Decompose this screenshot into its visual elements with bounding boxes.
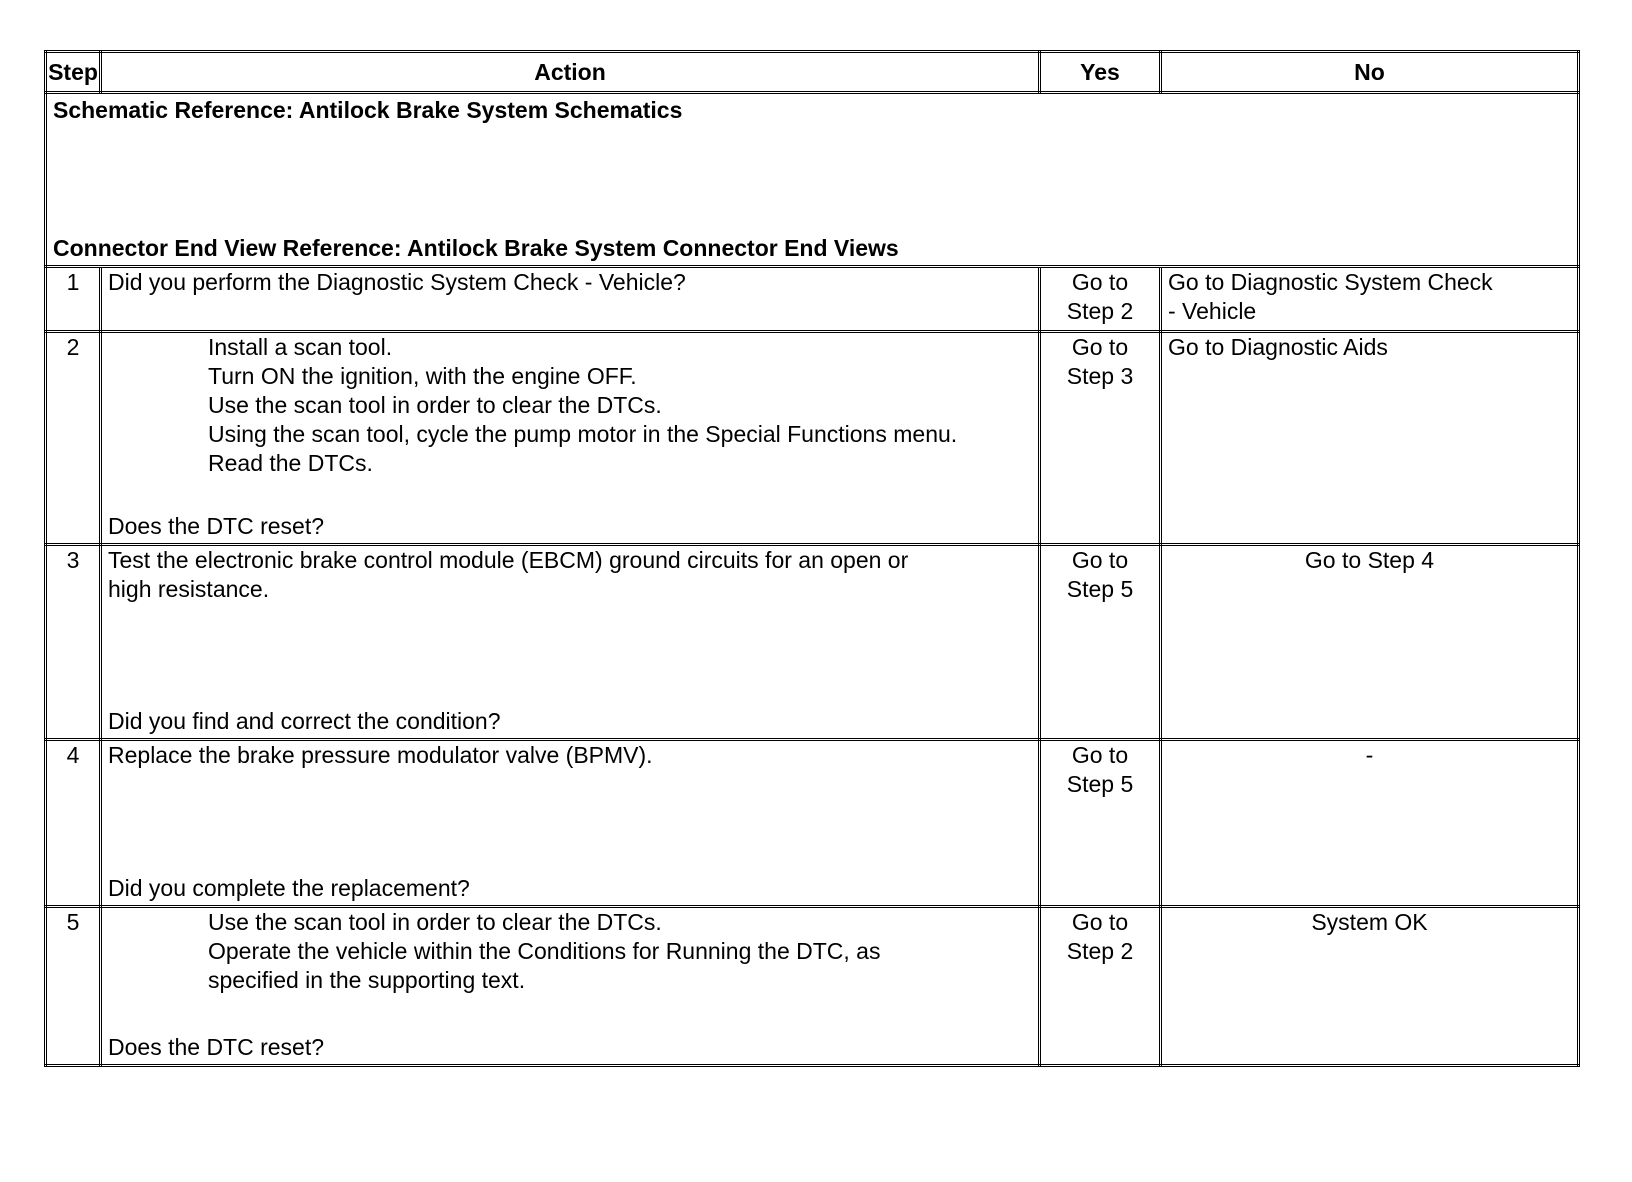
header-row	[46, 52, 1579, 93]
action-text	[108, 268, 1032, 297]
action-line: Replace the brake pressure modulator valve (BPMV).	[108, 742, 653, 768]
yes-line: Go to	[1071, 742, 1129, 768]
action-question: Does the DTC reset?	[108, 1034, 325, 1060]
action-question: Did you find and correct the condition?	[108, 708, 501, 734]
yes-line: Step 2	[1066, 938, 1134, 964]
action-text	[108, 908, 1032, 995]
action-cell	[101, 545, 1040, 740]
reference-cell	[46, 93, 1579, 267]
action-line: Turn ON the ignition, with the engine OFF.	[208, 363, 637, 389]
header-yes: Yes	[1040, 52, 1161, 93]
yes-cell	[1040, 740, 1161, 907]
action-text	[108, 741, 1032, 770]
action-line: Test the electronic brake control module (EBCM) ground circuits for an open or	[108, 547, 909, 573]
step-number: 5	[46, 907, 101, 1066]
yes-line: Go to	[1071, 909, 1129, 935]
no-cell: Go to Diagnostic Aids	[1161, 332, 1579, 545]
no-cell	[1161, 267, 1579, 332]
table-row	[46, 907, 1579, 1066]
action-text	[108, 333, 1032, 478]
yes-cell	[1040, 332, 1161, 545]
reference-row	[46, 93, 1579, 267]
action-question: Does the DTC reset?	[108, 513, 325, 539]
table-row	[46, 267, 1579, 332]
schematic-reference: Schematic Reference: Antilock Brake System Schematics	[53, 97, 683, 123]
yes-cell	[1040, 267, 1161, 332]
action-cell	[101, 267, 1040, 332]
yes-line: Go to	[1071, 547, 1129, 573]
yes-cell	[1040, 907, 1161, 1066]
yes-line: Step 5	[1066, 771, 1134, 797]
header-action: Action	[101, 52, 1040, 93]
yes-line: Go to	[1071, 334, 1129, 360]
yes-line: Go to	[1071, 269, 1129, 295]
action-line: Operate the vehicle within the Conditions for Running the DTC, as	[208, 938, 881, 964]
no-cell: -	[1161, 740, 1579, 907]
yes-line: Step 3	[1066, 363, 1134, 389]
header-step: Step	[46, 52, 101, 93]
action-question: Did you complete the replacement?	[108, 875, 470, 901]
no-line: - Vehicle	[1168, 298, 1257, 324]
yes-line: Step 5	[1066, 576, 1134, 602]
connector-reference: Connector End View Reference: Antilock Brake System Connector End Views	[53, 235, 899, 261]
action-line: high resistance.	[108, 576, 270, 602]
no-line: Go to Diagnostic System Check	[1168, 269, 1493, 295]
table-row	[46, 332, 1579, 545]
table-row	[46, 545, 1579, 740]
action-line: Did you perform the Diagnostic System Check - Vehicle?	[108, 269, 686, 295]
action-line: Use the scan tool in order to clear the DTCs.	[208, 909, 662, 935]
action-line: Use the scan tool in order to clear the DTCs.	[208, 392, 662, 418]
action-cell	[101, 740, 1040, 907]
step-number: 2	[46, 332, 101, 545]
yes-cell	[1040, 545, 1161, 740]
action-line: Using the scan tool, cycle the pump motor in the Special Functions menu.	[208, 421, 958, 447]
no-cell: Go to Step 4	[1161, 545, 1579, 740]
step-number: 1	[46, 267, 101, 332]
action-line: Install a scan tool.	[208, 334, 393, 360]
action-line: specified in the supporting text.	[208, 967, 526, 993]
diagnostic-table-sheet	[44, 50, 1580, 1067]
action-cell	[101, 332, 1040, 545]
no-cell: System OK	[1161, 907, 1579, 1066]
diagnostic-table	[44, 50, 1580, 1067]
step-number: 4	[46, 740, 101, 907]
table-row	[46, 740, 1579, 907]
action-text	[108, 546, 1032, 604]
step-number: 3	[46, 545, 101, 740]
header-no: No	[1161, 52, 1579, 93]
yes-line: Step 2	[1066, 298, 1134, 324]
action-cell	[101, 907, 1040, 1066]
action-line: Read the DTCs.	[208, 450, 373, 476]
